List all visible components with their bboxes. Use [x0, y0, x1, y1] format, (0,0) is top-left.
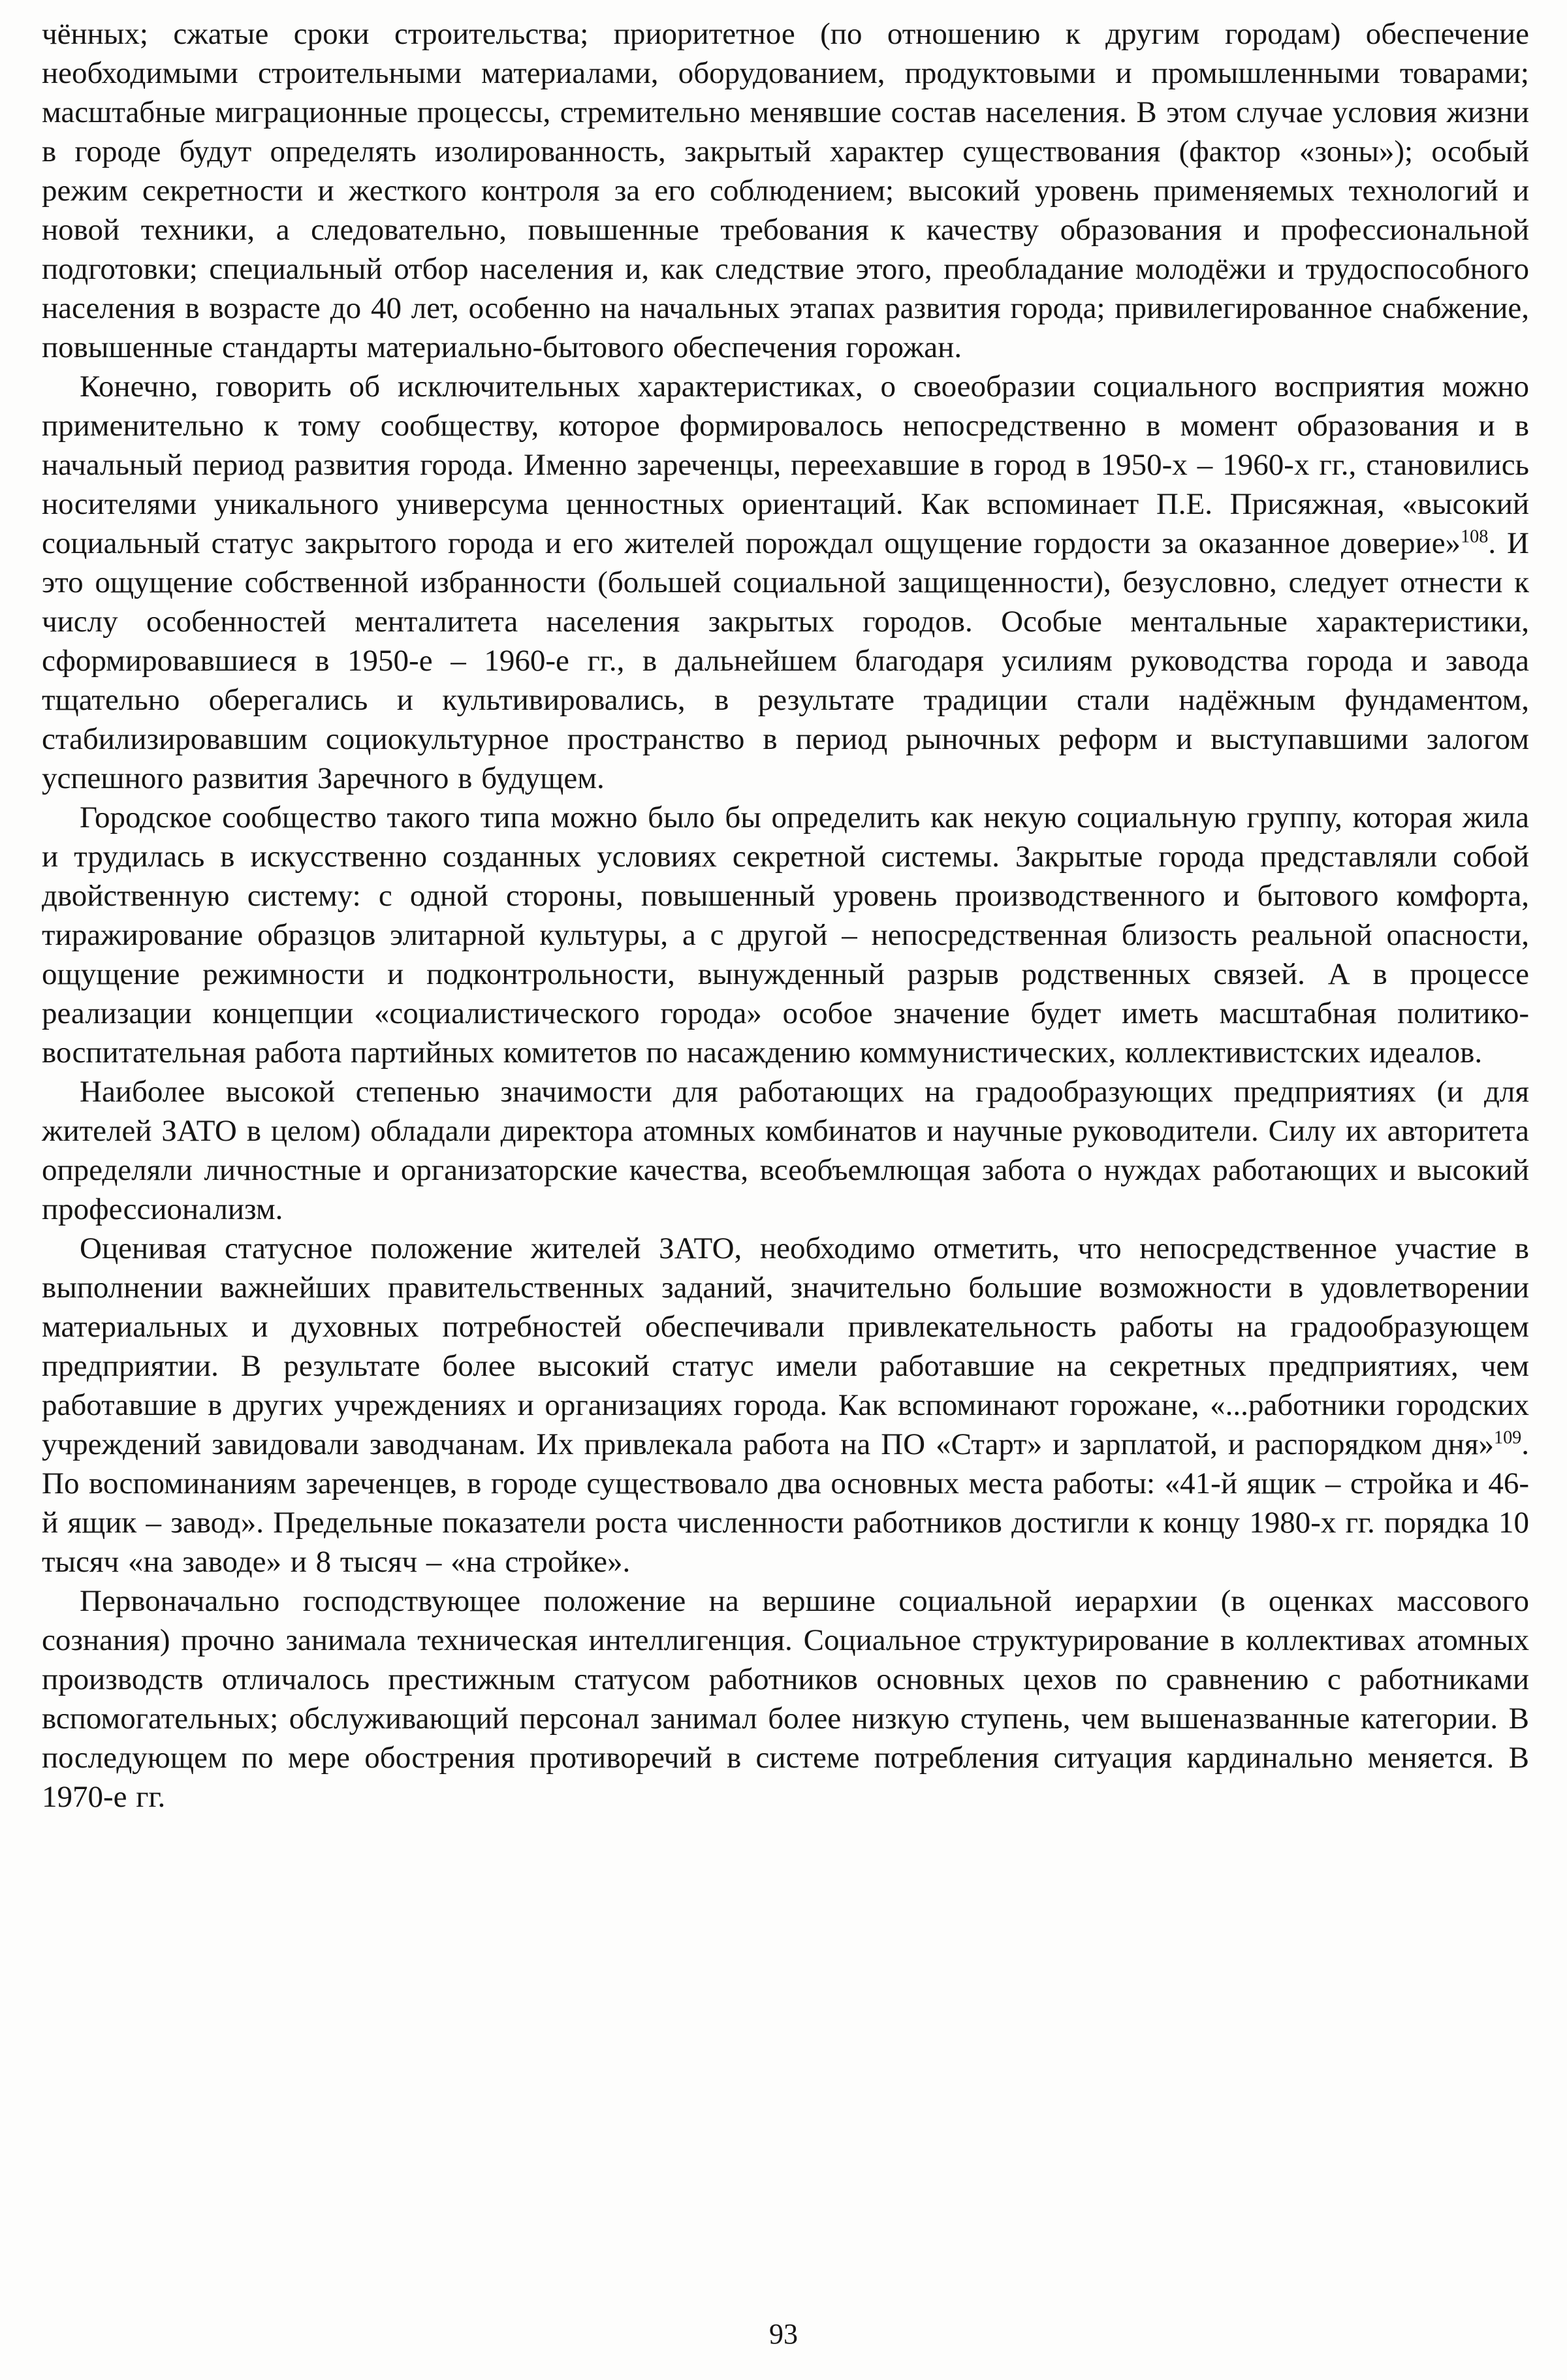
footnote-reference: 109	[1493, 1427, 1522, 1448]
paragraph: Наиболее высокой степенью значимости для работающих на градообразующих предприятиях (и для жителей ЗАТО в целом) обладали директора атомных комбинатов и научные руководители. Силу их авторитета определяли личностные и организаторские качества, всеобъемлющая забота о нуждах работающих и высокий профессионализм.	[42, 1075, 1529, 1226]
page-number: 93	[769, 2318, 798, 2350]
paragraph: чённых; сжатые сроки строительства; приоритетное (по отношению к другим городам) обеспечение необходимыми строительными материалами, оборудованием, продуктовыми и промышленными товарами; масштабные миграционные процессы, стремительно менявшие состав населения. В этом случае условия жизни в городе будут определять изолированность, закрытый характер существования (фактор «зоны»); особый режим секретности и жесткого контроля за его соблюдением; высокий уровень применяемых технологий и новой техники, а следовательно, повышенные требования к качеству образования и профессиональной подготовки; специальный отбор населения и, как следствие этого, преобладание молодёжи и трудоспособного населения в возрасте до 40 лет, особенно на начальных этапах развития города; привилегированное снабжение, повышенные стандарты материально-бытового обеспечения горожан.	[42, 17, 1529, 364]
paragraph: Городское сообщество такого типа можно было бы определить как некую социальную группу, которая жила и трудилась в искусственно созданных условиях секретной системы. Закрытые города представляли собой двойственную систему: с одной стороны, повышенный уровень производственного и бытового комфорта, тиражирование образцов элитарной культуры, а с другой – непосредственная близость реальной опасности, ощущение режимности и подконтрольности, вынужденный разрыв родственных связей. А в процессе реализации концепции «социалистического города» особое значение будет иметь масштабная политико-воспитательная работа партийных комитетов по насаждению коммунистических, коллективистских идеалов.	[42, 801, 1529, 1070]
paragraph: Оценивая статусное положение жителей ЗАТО, необходимо отметить, что непосредственное участие в выполнении важнейших правительственных заданий, значительно большие возможности в удовлетворении материальных и духовных потребностей обеспечивали привлекательность работы на градообразующем предприятии. В результате более высокий статус имели работавшие на секретных предприятиях, чем работавшие в других учреждениях и организациях города. Как вспоминают горожане, «...работники городских учреждений завидовали заводчанам. Их привлекала работа на ПО «Старт» и зарплатой, и распорядком дня»$^{109}$. По воспоминаниям зареченцев, в городе существовало два основных места работы: «41-й ящик – стройка и 46-й ящик – завод». Предельные показатели роста численности работников достигли к концу 1980-х гг. порядка 10 тысяч «на заводе» и 8 тысяч – «на стройке».	[42, 1231, 1529, 1579]
body-text	[42, 14, 1529, 1817]
paragraph: Первоначально господствующее положение на вершине социальной иерархии (в оценках массового сознания) прочно занимала техническая интеллигенция. Социальное структурирование в коллективах атомных производств отличалось престижным статусом работников основных цехов по сравнению с работниками вспомогательных; обслуживающий персонал занимал более низкую ступень, чем вышеназванные категории. В последующем по мере обострения противоречий в системе потребления ситуация кардинально меняется. В 1970-е гг.	[42, 1584, 1529, 1814]
paragraph: Конечно, говорить об исключительных характеристиках, о своеобразии социального восприятия можно применительно к тому сообществу, которое формировалось непосредственно в момент образования и в начальный период развития города. Именно зареченцы, переехавшие в город в 1950-х – 1960-х гг., становились носителями уникального универсума ценностных ориентаций. Как вспоминает П.Е. Присяжная, «высокий социальный статус закрытого города и его жителей порождал ощущение гордости за оказанное доверие»$^{108}$. И это ощущение собственной избранности (большей социальной защищенности), безусловно, следует отнести к числу особенностей менталитета населения закрытых городов. Особые ментальные характеристики, сформировавшиеся в 1950-е – 1960-е гг., в дальнейшем благодаря усилиям руководства города и завода тщательно оберегались и культивировались, в результате традиции стали надёжным фундаментом, стабилизировавшим социокультурное пространство в период рыночных реформ и выступавшими залогом успешного развития Заречного в будущем.	[42, 370, 1529, 795]
footnote-reference: 108	[1461, 526, 1489, 547]
